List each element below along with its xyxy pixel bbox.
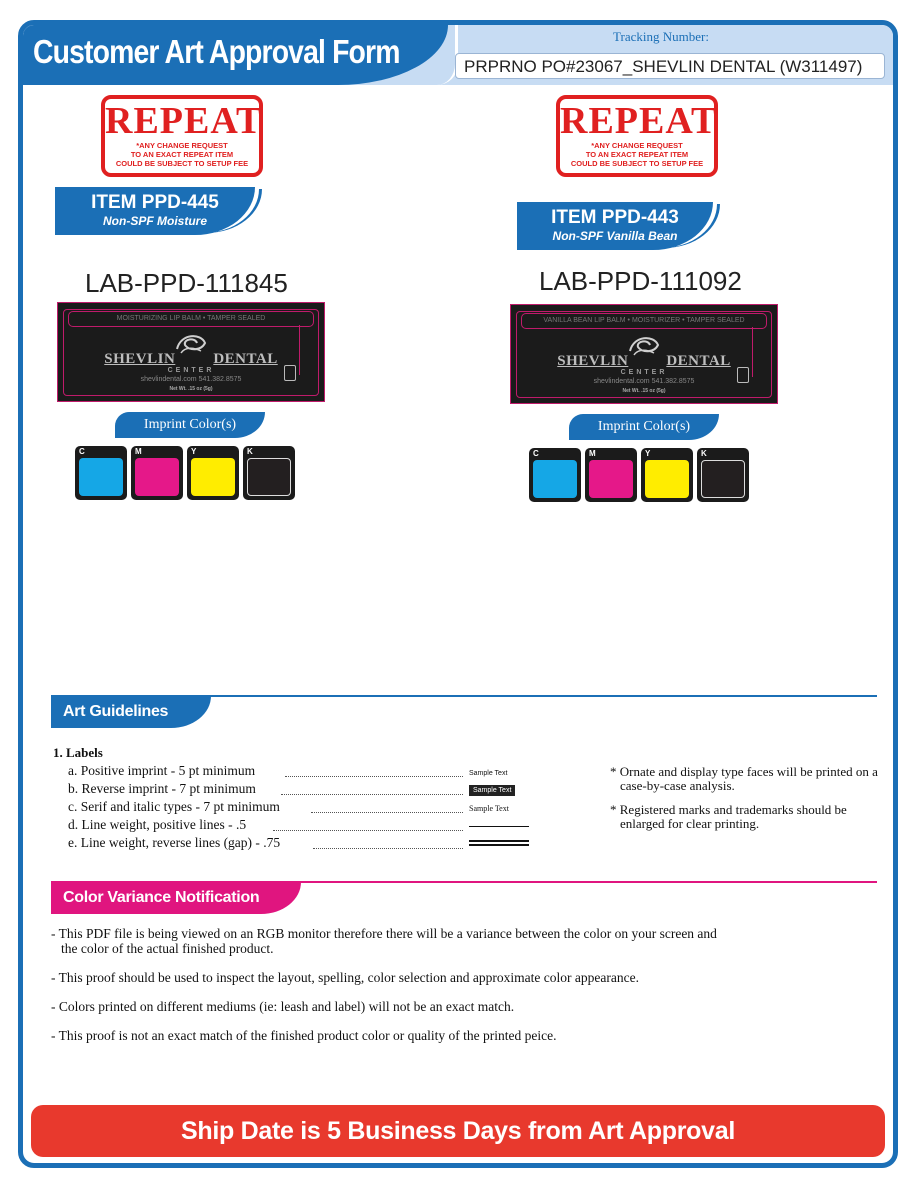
label-brand-center: CENTER <box>167 367 215 374</box>
swatch-yellow: Y <box>641 448 693 502</box>
sample-reverse: Sample Text <box>469 785 515 796</box>
tracking-label: Tracking Number: <box>613 29 709 44</box>
color-variance-heading: Color Variance Notification <box>51 882 301 914</box>
color-variance-list <box>51 926 731 1057</box>
repeat-stamp <box>101 95 263 177</box>
label-brand: SHEVLIN DENTAL <box>557 353 731 369</box>
swatch-magenta: M <box>585 448 637 502</box>
item-code: ITEM PPD-445 <box>91 192 219 213</box>
note-item: * Ornate and display type faces will be printed on a case-by-case analysis. <box>610 764 878 793</box>
sample-positive: Sample Text <box>469 770 508 777</box>
guideline-row: e. Line weight, reverse lines (gap) - .75 <box>68 835 281 850</box>
approval-form <box>18 20 898 1168</box>
sample-double-line <box>469 840 529 846</box>
variance-item: - This proof should be used to inspect the layout, spelling, color selection and approximate color appearance. <box>51 970 639 985</box>
imprint-colors-tab: Imprint Color(s) <box>569 414 719 440</box>
variance-item: - This proof is not an exact match of the finished product color or quality of the printed peice. <box>51 1028 557 1043</box>
imprint-swatches <box>529 448 749 502</box>
swatch-magenta: M <box>131 446 183 500</box>
stamp-title: REPEAT <box>105 100 263 142</box>
sample-thin-line <box>469 826 529 827</box>
guideline-notes <box>608 765 878 841</box>
item-description: Non-SPF Moisture <box>103 214 207 228</box>
swatch-cyan: C <box>75 446 127 500</box>
tracking-number-field[interactable]: PRPRNO PO#23067_SHEVLIN DENTAL (W311497) <box>455 53 885 79</box>
note-item: * Registered marks and trademarks should be enlarged for clear printing. <box>610 802 847 831</box>
form-title: Customer Art Approval Form <box>33 33 400 70</box>
item-code: ITEM PPD-443 <box>551 207 679 228</box>
imprint-colors-tab: Imprint Color(s) <box>115 412 265 438</box>
variance-item: - Colors printed on different mediums (ie: leash and label) will not be an exact match. <box>51 999 515 1014</box>
swatch-black: K <box>243 446 295 500</box>
item-tab <box>517 202 713 250</box>
lock-icon <box>284 365 296 381</box>
label-contact: shevlindental.com 541.382.8575 <box>593 378 695 385</box>
labels-heading: 1. Labels <box>53 745 103 760</box>
sample-serif: Sample Text <box>469 804 509 813</box>
lab-code: LAB-PPD-111845 <box>85 268 288 298</box>
swatch-black: K <box>697 448 749 502</box>
stamp-note: *ANY CHANGE REQUEST TO AN EXACT REPEAT ITEM COULD BE SUBJECT TO SETUP FEE <box>115 141 249 168</box>
label-net-weight: Net Wt. .15 oz (5g) <box>169 386 213 392</box>
label-top-text: MOISTURIZING LIP BALM • TAMPER SEALED <box>68 311 314 327</box>
guideline-row: d. Line weight, positive lines - .5 <box>68 817 247 832</box>
ship-date-banner: Ship Date is 5 Business Days from Art Approval <box>31 1105 885 1157</box>
guideline-row: a. Positive imprint - 5 pt minimum <box>68 763 256 778</box>
swatch-yellow: Y <box>187 446 239 500</box>
art-guidelines-heading: Art Guidelines <box>51 696 211 728</box>
item-description: Non-SPF Vanilla Bean <box>552 229 678 243</box>
guideline-row: b. Reverse imprint - 7 pt minimum <box>68 781 256 796</box>
label-net-weight: Net Wt. .15 oz (5g) <box>622 388 666 394</box>
swatch-cyan: C <box>529 448 581 502</box>
stamp-note: *ANY CHANGE REQUEST TO AN EXACT REPEAT ITEM COULD BE SUBJECT TO SETUP FEE <box>570 141 704 168</box>
item-tab <box>55 187 255 235</box>
repeat-stamp <box>556 95 718 177</box>
stamp-title: REPEAT <box>560 100 718 142</box>
variance-item: - This PDF file is being viewed on an RGB monitor therefore there will be a variance between the color on your screen and the color of the actual finished product. <box>51 926 717 956</box>
lab-code: LAB-PPD-111092 <box>539 266 742 296</box>
label-top-text: VANILLA BEAN LIP BALM • MOISTURIZER • TAMPER SEALED <box>521 313 767 329</box>
label-brand: SHEVLIN DENTAL <box>104 351 278 367</box>
label-proof <box>510 304 778 404</box>
label-contact: shevlindental.com 541.382.8575 <box>140 376 242 383</box>
label-proof <box>57 302 325 402</box>
imprint-swatches <box>75 446 295 500</box>
guideline-row: c. Serif and italic types - 7 pt minimum <box>68 799 280 814</box>
label-brand-center: CENTER <box>620 369 668 376</box>
title-tab <box>23 25 448 85</box>
lock-icon <box>737 367 749 383</box>
